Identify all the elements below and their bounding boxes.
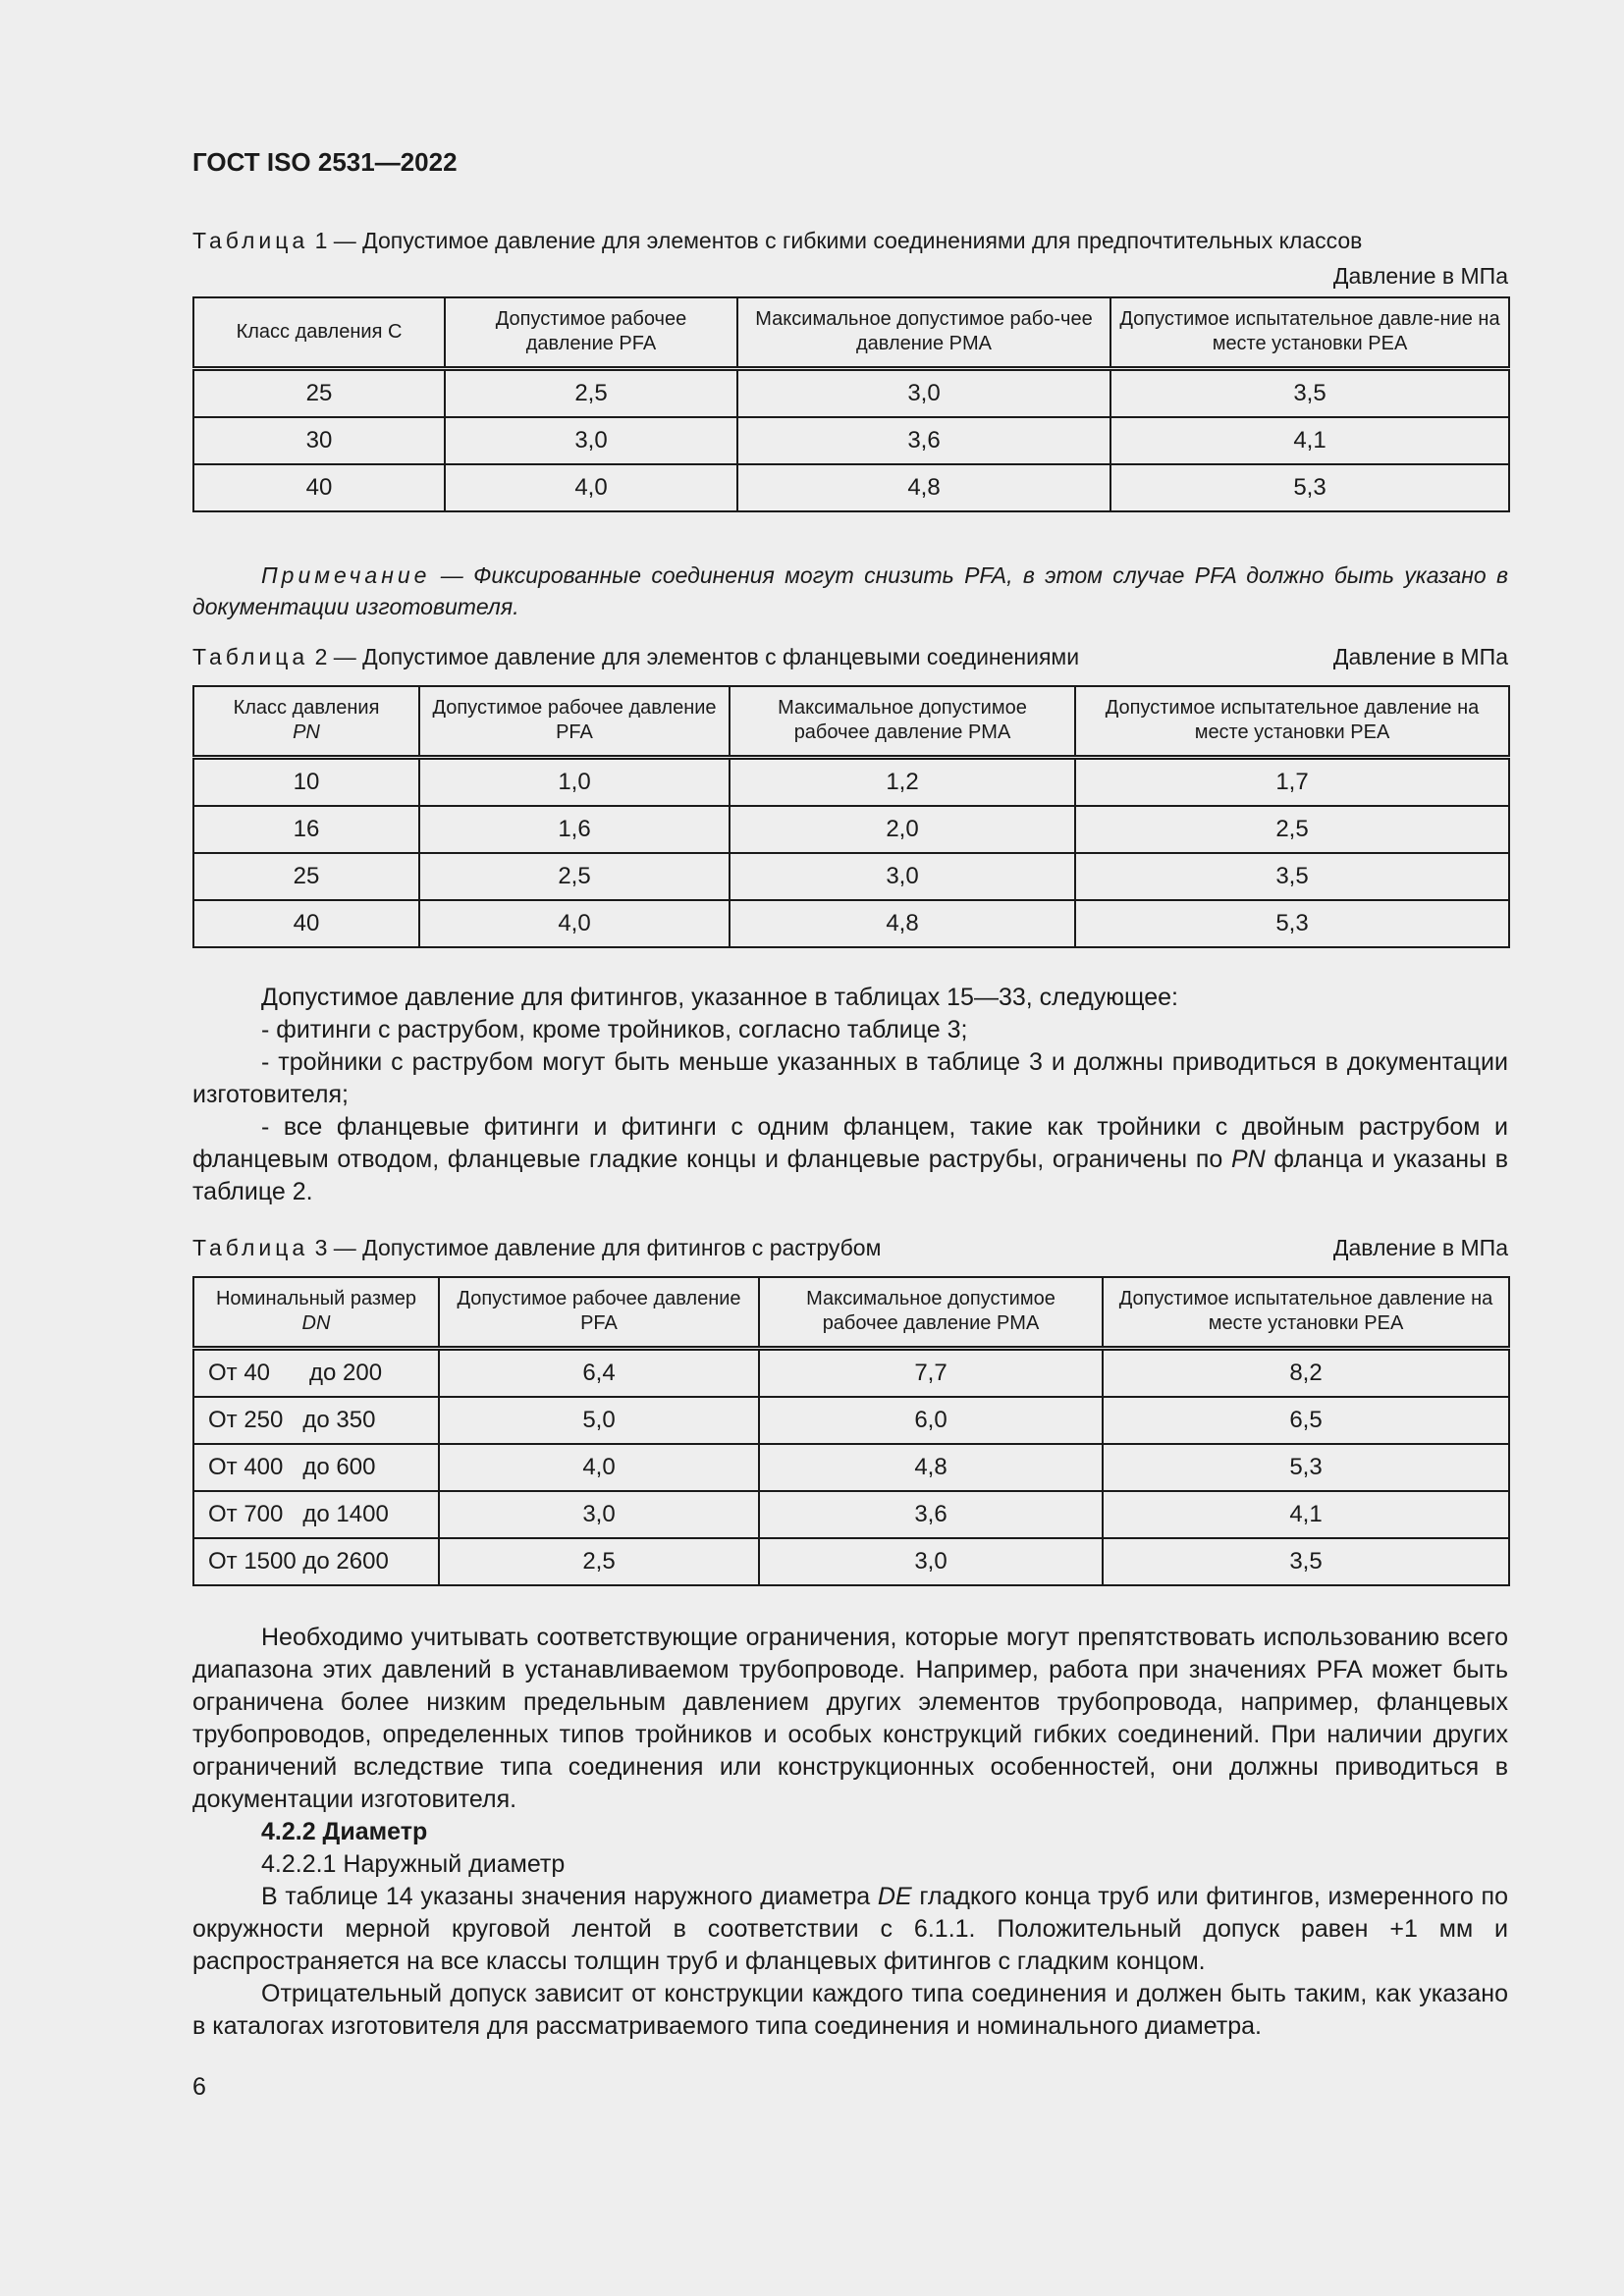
table3 — [192, 1276, 1510, 1586]
page-number: 6 — [192, 2073, 206, 2101]
table-cell: 3,0 — [737, 368, 1110, 417]
table-cell: От 250 до 350 — [193, 1397, 439, 1444]
table-row — [193, 368, 1509, 417]
table1-header: Максимальное допустимое рабо-чее давление PMA — [737, 297, 1110, 368]
table-cell: 1,6 — [419, 806, 730, 853]
table1 — [192, 296, 1510, 512]
table-cell: 3,0 — [445, 417, 737, 464]
table-row — [193, 853, 1509, 900]
table-row — [193, 900, 1509, 947]
table-cell: От 1500 до 2600 — [193, 1538, 439, 1585]
table3-unit: Давление в МПа — [1332, 1235, 1508, 1260]
table2-unit: Давление в МПа — [1332, 644, 1508, 669]
table-cell: 4,8 — [730, 900, 1075, 947]
table-cell: 4,0 — [419, 900, 730, 947]
table-row — [193, 1397, 1509, 1444]
table-row — [193, 417, 1509, 464]
table-cell: 3,6 — [737, 417, 1110, 464]
fittings-paragraph — [192, 982, 1508, 1208]
list-item: - все фланцевые фитинги и фитинги с одним фланцем, такие как тройники с двойным раструбом и фланцевым отводом, фланцевые гладкие концы и фланцевые раструбы, ограничены по PN фланца и указаны в таблице 2. — [192, 1113, 1508, 1205]
table-cell: 3,0 — [439, 1491, 759, 1538]
table2-header: Класс давления PN — [193, 686, 419, 757]
table3-header: Максимальное допустимое рабочее давление PMA — [759, 1277, 1103, 1348]
table1-header: Допустимое испытательное давле-ние на месте установки PEA — [1110, 297, 1509, 368]
table2-header: Допустимое рабочее давление PFA — [419, 686, 730, 757]
table-cell: 3,6 — [759, 1491, 1103, 1538]
paragraph: Необходимо учитывать соответствующие ограничения, которые могут препятствовать использованию всего диапазона этих давлений в устанавливаемом трубопроводе. Например, работа при значениях PFA может быть ограничена более низким предельным давлением других элементов трубопровода, например, фланцевых трубопроводов, определенных типов тройников и особых конструкций гибких соединений. При наличии других ограничений вследствие типа соединения или конструкционных особенностей, они должны приводиться в документации изготовителя. — [192, 1624, 1508, 1813]
body-text — [192, 1622, 1508, 2043]
table-cell: 5,0 — [439, 1397, 759, 1444]
paragraph-line: Допустимое давление для фитингов, указанное в таблицах 15—33, следующее: — [261, 984, 1178, 1011]
table-cell: 4,8 — [737, 464, 1110, 511]
table-cell: 5,3 — [1110, 464, 1509, 511]
table-cell: 3,5 — [1103, 1538, 1509, 1585]
table-cell: 40 — [193, 464, 445, 511]
paragraph: В таблице 14 указаны значения наружного диаметра DE гладкого конца труб или фитингов, измеренного по окружности мерной круговой лентой в соответствии с 6.1.1. Положительный допуск равен +1 мм и распространяется на все классы толщин труб и фланцевых фитингов с гладким концом. — [192, 1883, 1508, 1975]
table-cell: 6,0 — [759, 1397, 1103, 1444]
table-cell: 16 — [193, 806, 419, 853]
table-cell: 6,4 — [439, 1348, 759, 1397]
table-cell: 1,0 — [419, 757, 730, 806]
table1-note: Примечание — Фиксированные соединения могут снизить PFA, в этом случае PFA должно быть указано в документации изготовителя. — [192, 562, 1508, 619]
table-cell: 25 — [193, 368, 445, 417]
table-cell: 3,0 — [730, 853, 1075, 900]
table3-header: Номинальный размер DN — [193, 1277, 439, 1348]
section-heading: 4.2.2 Диаметр — [261, 1818, 428, 1845]
table1-header: Допустимое рабочее давление PFA — [445, 297, 737, 368]
list-item: - тройники с раструбом могут быть меньше указанных в таблице 3 и должны приводиться в документации изготовителя; — [192, 1048, 1508, 1108]
table-cell: От 40 до 200 — [193, 1348, 439, 1397]
table3-header: Допустимое рабочее давление PFA — [439, 1277, 759, 1348]
table2-header: Максимальное допустимое рабочее давление PMA — [730, 686, 1075, 757]
table-cell: 3,5 — [1075, 853, 1509, 900]
table-cell: 1,2 — [730, 757, 1075, 806]
table-cell: От 700 до 1400 — [193, 1491, 439, 1538]
table-cell: 2,0 — [730, 806, 1075, 853]
table-row — [193, 757, 1509, 806]
table-cell: 40 — [193, 900, 419, 947]
table-cell: 1,7 — [1075, 757, 1509, 806]
table-cell: 2,5 — [419, 853, 730, 900]
table-cell: 4,0 — [445, 464, 737, 511]
table-cell: 2,5 — [439, 1538, 759, 1585]
table-cell: 7,7 — [759, 1348, 1103, 1397]
table-cell: 2,5 — [1075, 806, 1509, 853]
table2-caption: Таблица 2 — Допустимое давление для элементов с фланцевыми соединениями — [192, 644, 1080, 669]
table-cell: 8,2 — [1103, 1348, 1509, 1397]
table-cell: От 400 до 600 — [193, 1444, 439, 1491]
table-cell: 2,5 — [445, 368, 737, 417]
list-item: - фитинги с раструбом, кроме тройников, согласно таблице 3; — [261, 1016, 968, 1043]
table1-header: Класс давления C — [193, 297, 445, 368]
table3-header: Допустимое испытательное давление на месте установки PEA — [1103, 1277, 1509, 1348]
table-row — [193, 1538, 1509, 1585]
table-row — [193, 806, 1509, 853]
table1-unit: Давление в МПа — [1332, 263, 1508, 289]
table-cell: 4,1 — [1110, 417, 1509, 464]
table3-caption: Таблица 3 — Допустимое давление для фитингов с раструбом — [192, 1235, 882, 1260]
table-cell: 30 — [193, 417, 445, 464]
table1-caption: Таблица 1 — Допустимое давление для элементов с гибкими соединениями для предпочтительных классов — [192, 228, 1363, 253]
table-cell: 6,5 — [1103, 1397, 1509, 1444]
subsection-heading: 4.2.2.1 Наружный диаметр — [261, 1850, 566, 1878]
document-header: ГОСТ ISO 2531—2022 — [192, 147, 458, 177]
table-cell: 4,0 — [439, 1444, 759, 1491]
table-row — [193, 1444, 1509, 1491]
table2 — [192, 685, 1510, 948]
table-row — [193, 464, 1509, 511]
table-row — [193, 1348, 1509, 1397]
table-cell: 10 — [193, 757, 419, 806]
table-cell: 25 — [193, 853, 419, 900]
table-cell: 4,1 — [1103, 1491, 1509, 1538]
table-cell: 3,5 — [1110, 368, 1509, 417]
table-cell: 4,8 — [759, 1444, 1103, 1491]
table-cell: 5,3 — [1103, 1444, 1509, 1491]
table-cell: 3,0 — [759, 1538, 1103, 1585]
table-row — [193, 1491, 1509, 1538]
table-cell: 5,3 — [1075, 900, 1509, 947]
table2-header: Допустимое испытательное давление на месте установки PEA — [1075, 686, 1509, 757]
paragraph: Отрицательный допуск зависит от конструкции каждого типа соединения и должен быть таким, как указано в каталогах изготовителя для рассматриваемого типа соединения и номинального диаметра. — [192, 1980, 1508, 2040]
